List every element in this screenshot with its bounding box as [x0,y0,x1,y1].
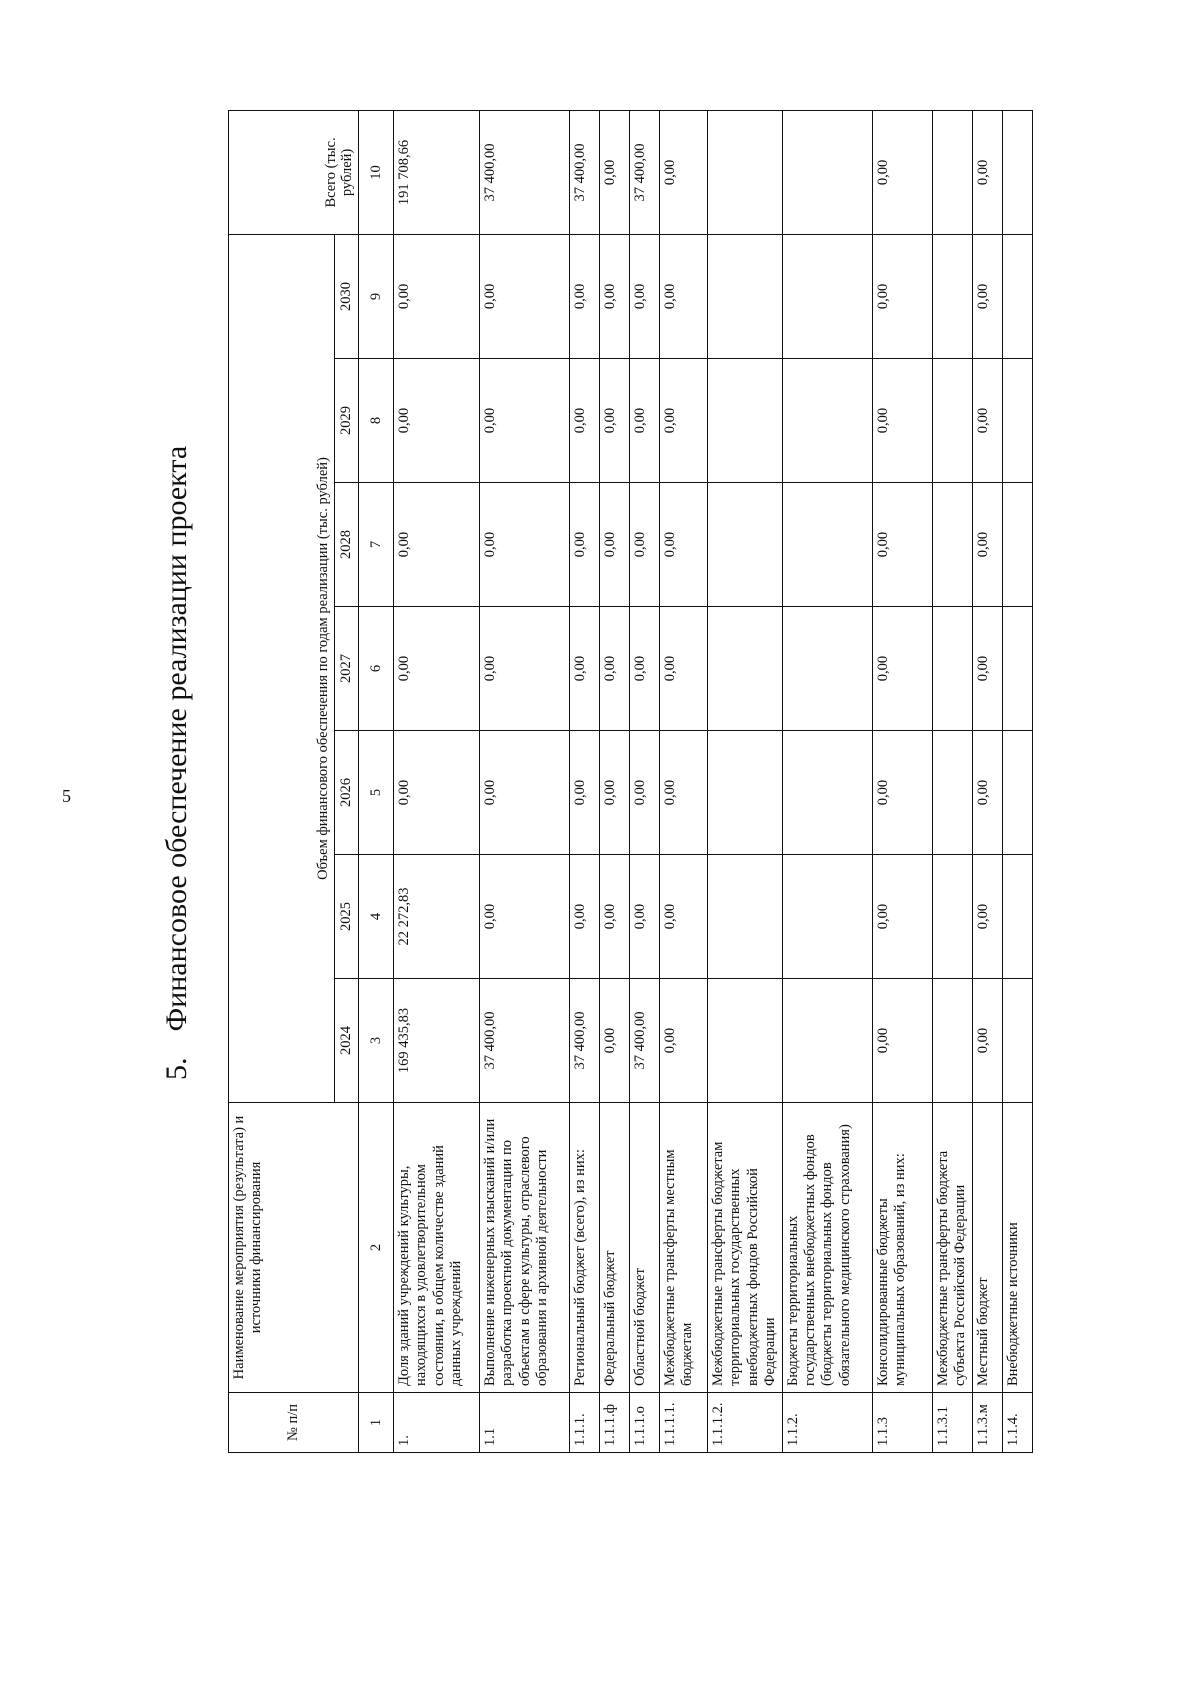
row-year-value: 37 400,00 [480,979,570,1103]
row-year-value: 0,00 [872,855,932,979]
row-year-value: 0,00 [600,979,630,1103]
row-year-value [1002,855,1032,979]
row-year-value: 0,00 [570,359,600,483]
column-index: 8 [359,359,394,483]
row-total-value [932,110,972,234]
row-year-value: 0,00 [660,607,708,731]
row-year-value: 0,00 [600,731,630,855]
row-name: Доля зданий учреждений культуры, находящихся в удовлетворительном состоянии, в общем количестве зданий данных учреждений [394,1103,480,1393]
column-index: 10 [359,110,394,234]
row-year-value [1002,607,1032,731]
row-year-value: 0,00 [480,359,570,483]
column-index: 9 [359,234,394,358]
row-year-value: 0,00 [600,483,630,607]
row-year-value [932,607,972,731]
row-number: 1.1.1.ф [600,1393,630,1453]
row-year-value [932,359,972,483]
row-year-value: 0,00 [660,855,708,979]
row-year-value [782,359,872,483]
row-number: 1.1.2. [782,1393,872,1453]
page-number: 5 [62,786,71,806]
header-year: 2025 [335,855,359,979]
table-row [932,110,972,1452]
row-name: Выполнение инженерных изысканий и/или разработка проектной документации по объектам в сфере культуры, отраслевого образования и архивной деятельности [480,1103,570,1393]
row-number: 1.1.1. [570,1393,600,1453]
row-year-value: 0,00 [480,234,570,358]
row-year-value: 0,00 [394,731,480,855]
header-volume-group: Объем финансового обеспечения по годам реализации (тыс. рублей) [229,234,335,1102]
column-index: 2 [359,1103,394,1393]
column-index-row [359,110,394,1452]
row-name: Областной бюджет [630,1103,660,1393]
header-num: № п/п [229,1393,359,1453]
row-year-value: 0,00 [600,607,630,731]
row-year-value: 0,00 [660,359,708,483]
row-year-value: 0,00 [972,607,1002,731]
table-row [630,110,660,1452]
row-total-value: 0,00 [660,110,708,234]
row-year-value: 22 272,83 [394,855,480,979]
column-index: 3 [359,979,394,1103]
row-year-value: 0,00 [570,731,600,855]
row-year-value: 0,00 [480,731,570,855]
row-total-value [708,110,783,234]
row-year-value: 0,00 [394,483,480,607]
table-row [708,110,783,1452]
table-row [872,110,932,1452]
row-total-value [1002,110,1032,234]
row-year-value [708,979,783,1103]
row-name: Федеральный бюджет [600,1103,630,1393]
row-total-value [782,110,872,234]
row-year-value [782,234,872,358]
header-total: Всего (тыс. рублей) [229,110,359,234]
header-year: 2027 [335,607,359,731]
section-title [160,446,194,1080]
column-index: 5 [359,731,394,855]
table-row [570,110,600,1452]
header-year: 2028 [335,483,359,607]
row-year-value: 0,00 [630,855,660,979]
row-year-value: 37 400,00 [630,979,660,1103]
row-year-value [782,731,872,855]
row-year-value: 0,00 [872,607,932,731]
row-year-value: 0,00 [972,359,1002,483]
column-index: 7 [359,483,394,607]
row-number: 1.1.3 [872,1393,932,1453]
table-row [972,110,1002,1452]
table-row [394,110,480,1452]
row-year-value: 0,00 [630,483,660,607]
header-year: 2024 [335,979,359,1103]
row-year-value: 0,00 [630,234,660,358]
row-year-value [708,234,783,358]
row-year-value [1002,483,1032,607]
row-total-value: 37 400,00 [480,110,570,234]
row-year-value: 0,00 [972,483,1002,607]
row-year-value [932,234,972,358]
row-year-value [782,483,872,607]
header-row-1 [229,110,335,1452]
row-year-value: 0,00 [480,855,570,979]
row-year-value [708,359,783,483]
row-year-value: 0,00 [660,483,708,607]
row-name: Региональный бюджет (всего), из них: [570,1103,600,1393]
row-year-value: 169 435,83 [394,979,480,1103]
row-year-value: 0,00 [570,607,600,731]
row-year-value: 0,00 [480,607,570,731]
row-total-value: 191 708,66 [394,110,480,234]
row-name: Консолидированные бюджеты муниципальных образований, из них: [872,1103,932,1393]
financing-table [228,110,1033,1453]
column-index: 6 [359,607,394,731]
row-total-value: 0,00 [872,110,932,234]
row-year-value [932,979,972,1103]
row-year-value: 0,00 [394,234,480,358]
row-name: Внебюджетные источники [1002,1103,1032,1393]
row-total-value: 37 400,00 [570,110,600,234]
row-year-value: 0,00 [570,483,600,607]
row-year-value [782,855,872,979]
column-index: 4 [359,855,394,979]
row-name: Местный бюджет [972,1103,1002,1393]
row-total-value: 37 400,00 [630,110,660,234]
row-year-value [932,855,972,979]
row-year-value: 0,00 [630,607,660,731]
row-year-value: 0,00 [630,731,660,855]
row-year-value: 0,00 [570,234,600,358]
row-total-value: 0,00 [600,110,630,234]
table-row [1002,110,1032,1452]
row-number: 1. [394,1393,480,1453]
row-year-value [782,607,872,731]
row-year-value: 0,00 [972,234,1002,358]
row-year-value: 0,00 [872,979,932,1103]
row-number: 1.1.4. [1002,1393,1032,1453]
table-row [782,110,872,1452]
row-number: 1.1 [480,1393,570,1453]
section-number: 5. [160,1057,193,1080]
table-row [480,110,570,1452]
row-year-value: 0,00 [480,483,570,607]
row-number: 1.1.3.1 [932,1393,972,1453]
row-year-value [1002,359,1032,483]
row-year-value: 0,00 [660,234,708,358]
row-year-value: 0,00 [630,359,660,483]
row-year-value: 0,00 [972,979,1002,1103]
row-year-value: 0,00 [570,855,600,979]
row-name: Бюджеты территориальных государственных внебюджетных фондов (бюджеты территориальных фондов обязательного медицинского страхования) [782,1103,872,1393]
row-year-value: 0,00 [872,483,932,607]
row-year-value [708,607,783,731]
row-year-value [932,731,972,855]
row-year-value [932,483,972,607]
section-title-text: Финансовое обеспечение реализации проекта [160,445,193,1032]
row-year-value: 0,00 [660,731,708,855]
row-number: 1.1.3.м [972,1393,1002,1453]
row-number: 1.1.1.2. [708,1393,783,1453]
row-year-value [1002,234,1032,358]
header-year: 2029 [335,359,359,483]
row-year-value: 0,00 [600,234,630,358]
row-year-value: 0,00 [394,359,480,483]
row-year-value [1002,731,1032,855]
header-year: 2030 [335,234,359,358]
column-index: 1 [359,1393,394,1453]
header-name: Наименование мероприятия (результата) и источники финансирования [229,1103,359,1393]
row-number: 1.1.1.о [630,1393,660,1453]
row-year-value: 0,00 [872,731,932,855]
row-year-value: 37 400,00 [570,979,600,1103]
row-year-value [708,483,783,607]
row-year-value: 0,00 [600,855,630,979]
row-number: 1.1.1.1. [660,1393,708,1453]
header-year: 2026 [335,731,359,855]
row-year-value: 0,00 [394,607,480,731]
row-year-value [782,979,872,1103]
table-row [600,110,630,1452]
table-row [660,110,708,1452]
row-total-value: 0,00 [972,110,1002,234]
row-name: Межбюджетные трансферты бюджетам территориальных государственных внебюджетных фондов Российской Федерации [708,1103,783,1393]
row-name: Межбюджетные трансферты бюджета субъекта Российской Федерации [932,1103,972,1393]
row-year-value [708,731,783,855]
row-year-value: 0,00 [972,855,1002,979]
row-name: Межбюджетные трансферты местным бюджетам [660,1103,708,1393]
row-year-value: 0,00 [660,979,708,1103]
row-year-value [1002,979,1032,1103]
row-year-value: 0,00 [872,234,932,358]
row-year-value [708,855,783,979]
row-year-value: 0,00 [972,731,1002,855]
row-year-value: 0,00 [600,359,630,483]
row-year-value: 0,00 [872,359,932,483]
